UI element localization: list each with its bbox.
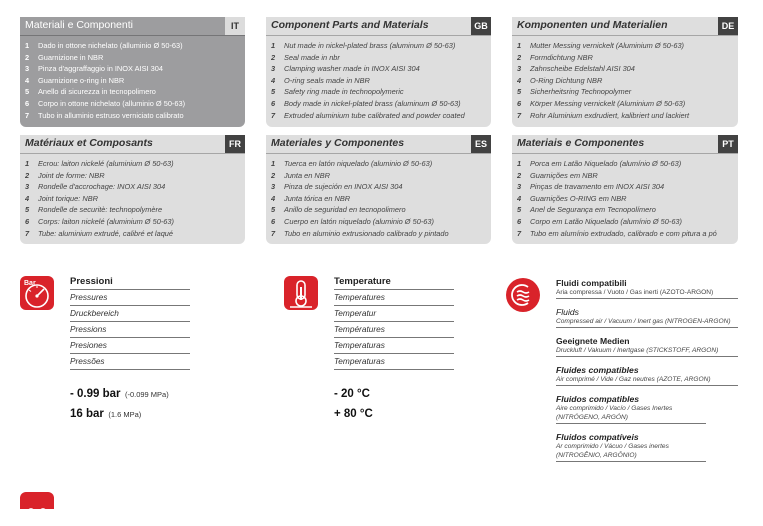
item-text: Cuerpo en latón niquelado (aluminio Ø 50-63) [284, 216, 434, 226]
item-number: 1 [25, 41, 30, 50]
lang-code-badge: IT [225, 17, 245, 35]
item-number: 4 [271, 75, 276, 85]
item-text: Extruded aluminium tube calibrated and powder coated [284, 110, 465, 120]
component-item [25, 40, 245, 52]
item-text: Zahnscheibe Edelstahl AISI 304 [530, 64, 635, 74]
item-number: 3 [271, 182, 276, 192]
lang-code-badge: PT [718, 135, 738, 153]
item-text: Joint torique: NBR [38, 193, 98, 203]
component-item [517, 98, 738, 110]
pressure-gauge-icon [20, 276, 54, 310]
temperature-label-row: Temperatures [334, 290, 454, 306]
component-item [517, 193, 738, 205]
fluids-section [556, 278, 738, 470]
fluid-title: Fluidos compatibles [556, 394, 640, 404]
item-text: Formdichtung NBR [530, 52, 593, 62]
pressure-max-mpa: (1.6 MPa) [108, 410, 142, 419]
panel-title: Materiali e Componenti [25, 19, 133, 31]
panel-fr [20, 135, 245, 244]
component-item [517, 228, 738, 240]
lang-code-badge: FR [225, 135, 245, 153]
item-number: 6 [271, 98, 276, 108]
component-item [271, 181, 491, 193]
item-text: Tubo em alumínio extrudado, calibrado e com pitura a pó [530, 228, 717, 238]
panel-title: Matériaux et Composants [25, 137, 153, 149]
panel-it [20, 17, 245, 127]
component-item [517, 63, 738, 75]
pressure-label-row: Pressions [70, 322, 190, 338]
item-text: Pinças de travamento em INOX AISI 304 [530, 182, 665, 192]
temperature-max-value: + 80 °C [334, 408, 373, 420]
item-text: Rondelle de securitè: technopolymère [38, 205, 163, 215]
panel-title: Component Parts and Materials [271, 19, 429, 31]
item-number: 7 [25, 228, 30, 238]
component-item [271, 40, 491, 52]
item-number: 5 [517, 87, 522, 97]
component-item [271, 193, 491, 205]
item-number: 7 [271, 110, 276, 120]
item-number: 4 [517, 75, 522, 85]
item-text: Joint de forme: NBR [38, 170, 105, 180]
item-text: O-ring seals made in NBR [284, 75, 370, 85]
item-text: Tube: aluminium extrudé, calibré et laqué [38, 228, 174, 238]
item-text: Body made in nickel-plated brass (aluminum Ø 50-63) [284, 98, 461, 108]
fluid-block-de [556, 336, 738, 357]
pressure-label-row: Presiones [70, 338, 190, 354]
fluid-block-pt [556, 432, 738, 462]
fluid-waves-icon [506, 278, 540, 312]
item-number: 6 [517, 216, 522, 226]
item-text: Guarnições em NBR [530, 170, 598, 180]
item-text: Porca em Latão Niquelado (alumínio Ø 50-63) [530, 159, 682, 168]
temperature-max [334, 404, 454, 422]
panel-title: Materiales y Componentes [271, 137, 405, 149]
fluid-block-it [556, 278, 738, 299]
item-text: Junta tórica en NBR [284, 193, 351, 203]
item-number: 7 [25, 110, 30, 120]
component-item [25, 98, 245, 110]
item-number: 4 [271, 193, 276, 203]
item-number: 2 [25, 170, 30, 180]
component-item [517, 170, 738, 182]
item-number: 3 [25, 182, 30, 192]
item-text: Guarnições O-RING em NBR [530, 193, 627, 203]
item-text: Corps: laiton nickelé (aluminium Ø 50-63) [38, 216, 174, 226]
item-text: Anillo de seguridad en tecnopolimero [284, 205, 406, 215]
fluid-title: Fluidos compatíveis [556, 432, 639, 442]
item-text: O-Ring Dichtung NBR [530, 75, 603, 85]
item-number: 3 [25, 64, 30, 74]
item-number: 5 [271, 205, 276, 215]
component-list [266, 158, 491, 239]
temperature-label-row: Températures [334, 322, 454, 338]
item-number: 3 [271, 64, 276, 74]
component-item [25, 86, 245, 98]
item-number: 6 [25, 216, 30, 226]
fluid-block-es [556, 394, 738, 424]
component-item [517, 40, 738, 52]
lang-code-badge: GB [471, 17, 491, 35]
item-number: 7 [517, 228, 522, 238]
temperature-label-row: Temperatur [334, 306, 454, 322]
component-item [25, 204, 245, 216]
fluid-block-fr [556, 365, 738, 386]
item-number: 4 [517, 193, 522, 203]
pressure-min-mpa: (-0.099 MPa) [124, 390, 169, 399]
item-text: Tuerca en latón niquelado (aluminio Ø 50-63) [284, 159, 433, 168]
component-item [25, 63, 245, 75]
component-item [271, 204, 491, 216]
item-text: Seal made in nbr [284, 52, 340, 62]
fluid-title: Fluids [556, 307, 579, 317]
item-number: 3 [517, 64, 522, 74]
item-text: Anel de Segurança em Tecnopolímero [530, 205, 656, 215]
component-item [517, 204, 738, 216]
lang-code-badge: DE [718, 17, 738, 35]
panel-title: Komponenten und Materialien [517, 19, 668, 31]
component-item [271, 216, 491, 228]
thermometer-icon [284, 276, 318, 310]
item-number: 6 [517, 98, 522, 108]
component-item [25, 193, 245, 205]
item-number: 5 [517, 205, 522, 215]
component-item [25, 170, 245, 182]
item-text: Corpo em Latão Niquelado (alumínio Ø 50-63) [530, 216, 683, 226]
component-item [271, 63, 491, 75]
item-text: Guarnizione o-ring in NBR [38, 75, 125, 85]
item-text: Clamping washer made in INOX AISI 304 [284, 64, 420, 74]
component-item [517, 216, 738, 228]
bar-badge-label: Bar [24, 280, 36, 287]
item-text: Pinza de sujeción en INOX AISI 304 [284, 182, 403, 192]
item-number: 5 [271, 87, 276, 97]
item-text: Dado in ottone nichelato (alluminio Ø 50-63) [38, 41, 183, 50]
item-number: 5 [25, 87, 30, 97]
pressure-min [70, 384, 190, 402]
item-text: Nut made in nickel-plated brass (aluminum Ø 50-63) [284, 41, 456, 50]
pressure-max [70, 404, 190, 422]
lang-code-badge: ES [471, 135, 491, 153]
component-item [25, 75, 245, 87]
item-number: 1 [271, 41, 276, 50]
item-text: Safety ring made in technopolymeric [284, 87, 404, 97]
item-text: Ecrou: laiton nickelé (aluminium Ø 50-63) [38, 159, 174, 168]
fluid-subtitle: Aria compressa / Vuoto / Gas inerti (AZOTO-ARGON) [556, 288, 738, 299]
component-item [271, 110, 491, 122]
temperature-min [334, 384, 454, 402]
fluid-title: Geeignete Medien [556, 336, 630, 346]
component-list [20, 40, 245, 121]
item-text: Anello di sicurezza in tecnopolimero [38, 87, 156, 97]
component-item [517, 52, 738, 64]
item-number: 2 [517, 52, 522, 62]
pressure-section [70, 276, 190, 422]
pressure-min-value: - 0.99 bar [70, 388, 121, 400]
item-number: 1 [25, 159, 30, 168]
item-number: 4 [25, 193, 30, 203]
component-item [25, 181, 245, 193]
component-item [271, 158, 491, 170]
component-list [512, 40, 738, 121]
item-number: 1 [517, 159, 522, 168]
component-item [517, 110, 738, 122]
component-item [271, 98, 491, 110]
item-number: 2 [517, 170, 522, 180]
pressure-max-value: 16 bar [70, 408, 104, 420]
item-text: Pinza d'aggraffaggio in INOX AISI 304 [38, 64, 163, 74]
component-item [25, 216, 245, 228]
component-item [271, 228, 491, 240]
panel-title: Materiais e Componentes [517, 137, 645, 149]
item-number: 3 [517, 182, 522, 192]
temperature-label-row: Temperaturas [334, 338, 454, 354]
component-list [266, 40, 491, 121]
component-item [271, 75, 491, 87]
fluid-title: Fluidi compatibili [556, 278, 627, 288]
item-text: Körper Messing vernickelt (Aluminium Ø 50-63) [530, 98, 686, 108]
item-number: 2 [271, 52, 276, 62]
temperature-label-row: Temperaturas [334, 354, 454, 370]
component-item [25, 228, 245, 240]
item-text: Junta en NBR [284, 170, 331, 180]
item-text: Tubo en aluminio extrusionado calibrado y pintado [284, 228, 449, 238]
component-item [271, 86, 491, 98]
fluid-subtitle: Druckluft / Vakuum / Inertgase (STICKSTOFF, ARGON) [556, 346, 738, 357]
item-text: Rohr Aluminium exdrudiert, kalibriert und lackiert [530, 110, 690, 120]
component-item [517, 158, 738, 170]
pressure-label-row: Pressões [70, 354, 190, 370]
fluid-title: Fluides compatibles [556, 365, 639, 375]
component-item [25, 52, 245, 64]
component-item [271, 52, 491, 64]
fluid-subtitle: Aire comprimido / Vacío / Gases Inertes (NITRÓGENO, ARGÓN) [556, 404, 706, 424]
item-number: 6 [271, 216, 276, 226]
fluid-subtitle: Air comprimé / Vide / Gaz neutres (AZOTE, ARGON) [556, 375, 738, 386]
item-number: 7 [271, 228, 276, 238]
component-list [512, 158, 738, 239]
pressure-label-row: Pressures [70, 290, 190, 306]
item-text: Mutter Messing vernickelt (Aluminium Ø 50-63) [530, 41, 685, 50]
component-item [25, 158, 245, 170]
component-item [517, 75, 738, 87]
item-number: 5 [25, 205, 30, 215]
fluid-block-gb [556, 307, 738, 328]
temperature-section [334, 276, 454, 422]
panel-pt [512, 135, 738, 244]
temperature-heading: Temperature [334, 276, 454, 290]
item-text: Rondelle d'accrochage: INOX AISI 304 [38, 182, 166, 192]
item-number: 4 [25, 75, 30, 85]
component-item [25, 110, 245, 122]
item-number: 1 [517, 41, 522, 50]
pressure-heading: Pressioni [70, 276, 190, 290]
item-number: 2 [271, 170, 276, 180]
pressure-label-row: Druckbereich [70, 306, 190, 322]
component-item [271, 170, 491, 182]
panel-gb [266, 17, 491, 127]
item-number: 2 [25, 52, 30, 62]
item-number: 6 [25, 98, 30, 108]
item-text: Guarnizione in NBR [38, 52, 104, 62]
heating-icon [20, 492, 54, 509]
panel-de [512, 17, 738, 127]
item-text: Sicherheitsring Technopolymer [530, 87, 632, 97]
component-item [517, 86, 738, 98]
component-item [517, 181, 738, 193]
fluid-subtitle: Ar comprimido / Vácuo / Gases inertes (NITROGÊNIO, ARGÔNIO) [556, 442, 706, 462]
item-number: 1 [271, 159, 276, 168]
fluid-subtitle: Compressed air / Vacuum / Inert gas (NITROGEN-ARGON) [556, 317, 738, 328]
item-text: Tubo in alluminio estruso verniciato calibrato [38, 110, 184, 120]
item-text: Corpo in ottone nichelato (alluminio Ø 50-63) [38, 98, 186, 108]
component-list [20, 158, 245, 239]
temperature-min-value: - 20 °C [334, 388, 370, 400]
item-number: 7 [517, 110, 522, 120]
panel-es [266, 135, 491, 244]
